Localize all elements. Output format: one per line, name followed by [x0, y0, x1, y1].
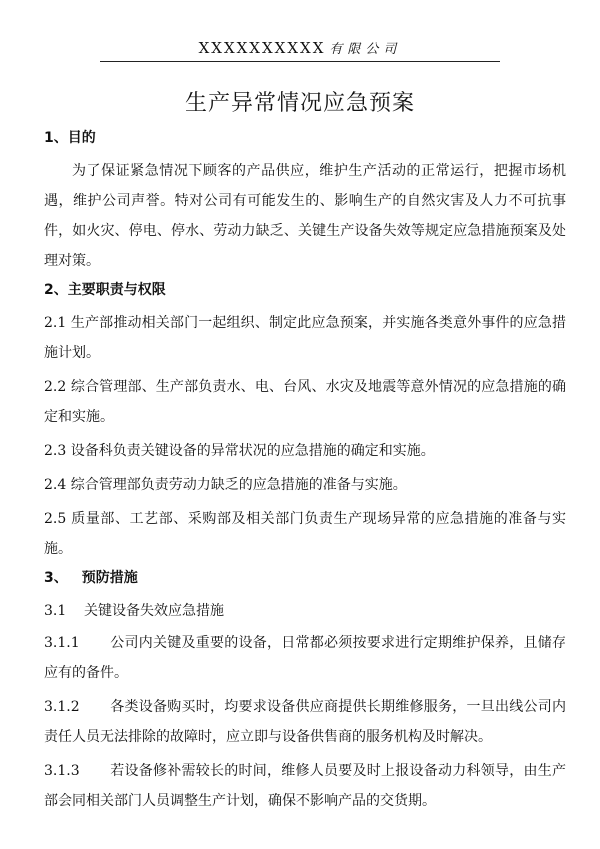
item-number: 3.1.2 [44, 699, 80, 715]
section-2-heading [44, 280, 566, 300]
item-number: 2.2 [44, 379, 67, 395]
item-text: 公司内关键及重要的设备，日常都必须按要求进行定期维护保养，且储存应有的备件。 [44, 635, 566, 681]
item-text: 各类设备购买时，均要求设备供应商提供长期维修服务，一旦出线公司内责任人员无法排除的故障时，应立即与设备供售商的服务机构及时解决。 [44, 699, 566, 745]
item-number: 2.1 [44, 315, 67, 331]
item-2-5 [44, 504, 566, 564]
section-1-number: 1、 [44, 130, 68, 146]
item-text: 若设备修补需较长的时间，维修人员要及时上报设备动力科领导，由生产部会同相关部门人员调整生产计划，确保不影响产品的交货期。 [44, 763, 566, 809]
item-2-2 [44, 372, 566, 432]
subsection-number: 3.1 [44, 603, 67, 619]
section-3-number: 3、 [44, 570, 68, 586]
section-1-title: 目的 [67, 130, 96, 146]
subsection-title: 关键设备失效应急措施 [84, 603, 224, 619]
item-3-1-1 [44, 628, 566, 688]
section-3-title: 预防措施 [81, 570, 138, 586]
company-name: XXXXXXXXXX [198, 39, 326, 57]
item-2-3 [44, 436, 566, 466]
item-number: 2.4 [44, 477, 67, 493]
subsection-3-1-heading [44, 596, 566, 626]
section-2-title: 主要职责与权限 [67, 282, 166, 298]
item-text: 生产部推动相关部门一起组织、制定此应急预案，并实施各类意外事件的应急措施计划。 [44, 315, 567, 361]
section-1-paragraph: 为了保证紧急情况下顾客的产品供应，维护生产活动的正常运行，把握市场机遇，维护公司声誉。特对公司有可能发生的、影响生产的自然灾害及人力不可抗事件，如火灾、停电、停水、劳动力缺乏、关键生产设备失效等规定应急措施预案及处理对策。 [44, 163, 566, 269]
item-2-1 [44, 308, 566, 368]
item-text: 综合管理部负责劳动力缺乏的应急措施的准备与实施。 [70, 477, 407, 493]
item-3-1-2 [44, 692, 566, 752]
item-text: 综合管理部、生产部负责水、电、台风、水灾及地震等意外情况的应急措施的确定和实施。 [44, 379, 567, 425]
item-number: 2.3 [44, 443, 67, 459]
section-2-number: 2、 [44, 282, 68, 298]
header-divider [100, 61, 500, 62]
section-3-heading [44, 568, 566, 588]
item-number: 3.1.1 [44, 635, 80, 651]
section-1-heading [44, 128, 566, 148]
company-header [120, 38, 480, 57]
item-text: 设备科负责关键设备的异常状况的应急措施的确定和实施。 [70, 443, 435, 459]
document-body [44, 124, 566, 820]
item-text: 质量部、工艺部、采购部及相关部门负责生产现场异常的应急措施的准备与实施。 [44, 511, 567, 557]
item-number: 2.5 [44, 511, 67, 527]
document-title: 生产异常情况应急预案 [184, 91, 415, 116]
item-2-4 [44, 470, 566, 500]
company-suffix: 有限公司 [329, 42, 402, 57]
item-number: 3.1.3 [44, 763, 80, 779]
item-3-1-3 [44, 756, 566, 816]
